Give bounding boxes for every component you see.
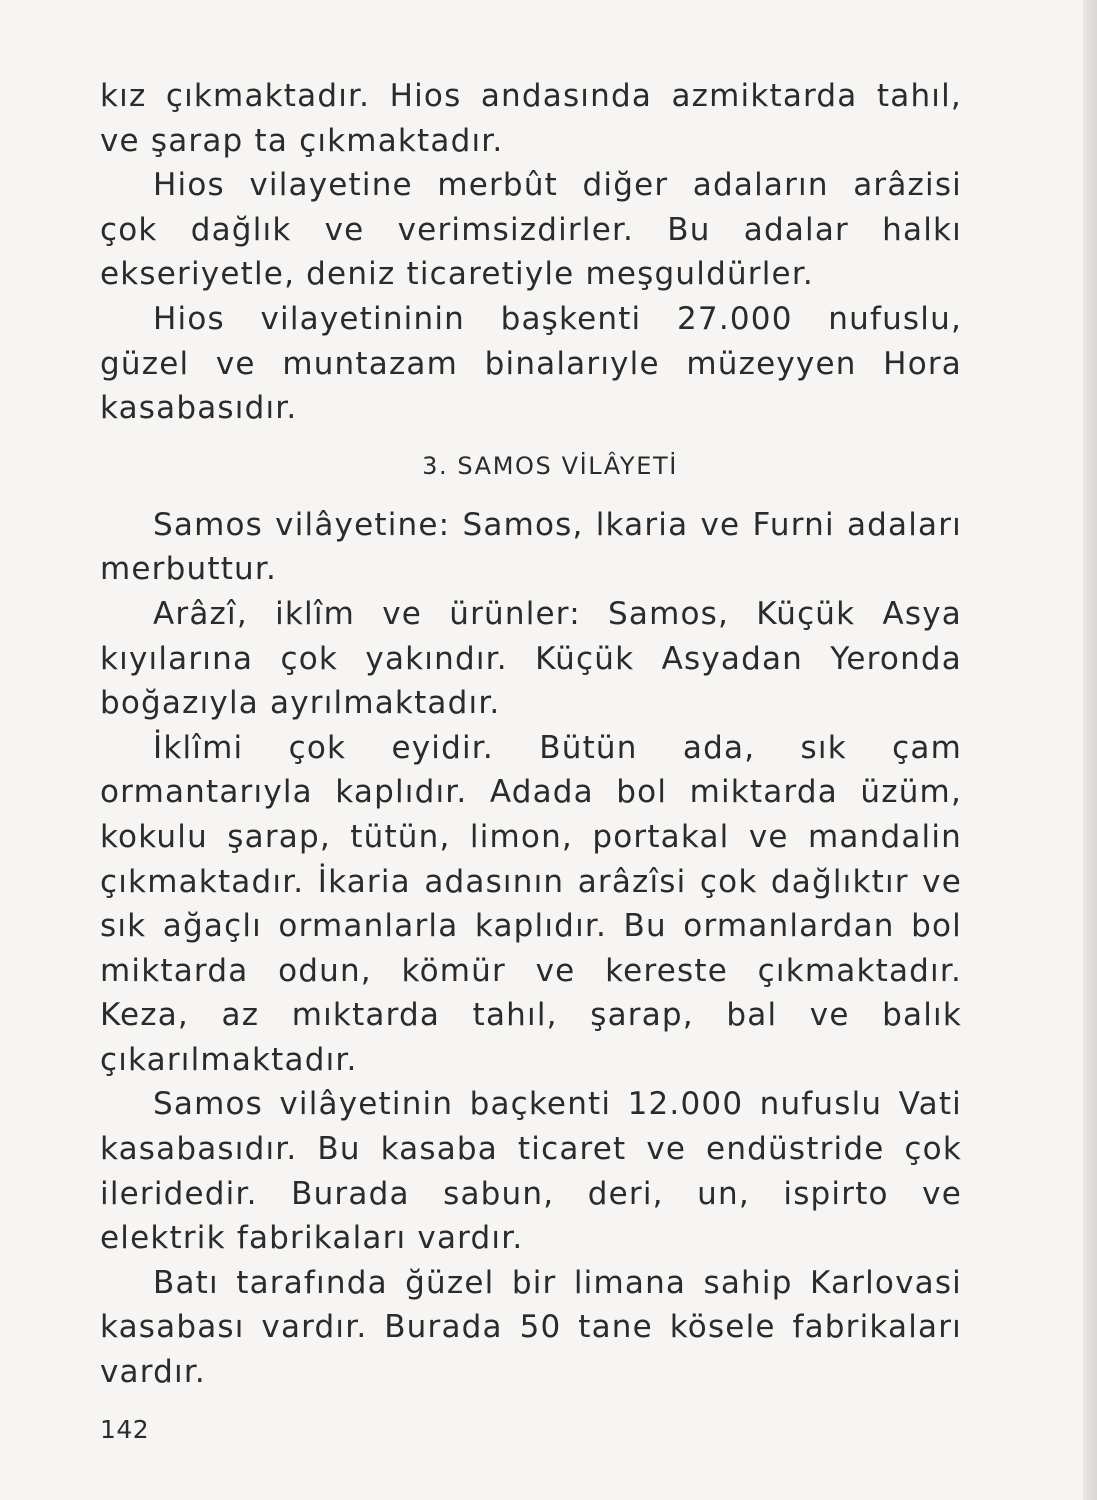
paragraph-continued: kız çıkmaktadır. Hios andasında azmiktarda tahıl, ve şarap ta çıkmaktadır. [100, 78, 962, 159]
page-number: 142 [100, 1415, 150, 1444]
paragraph-karlovasi: Batı tarafında ğüzel bir limana sahip Karlovasi kasabası vardır. Burada 50 tane kösele fabrikaları vardır. [100, 1264, 962, 1391]
paragraph-samos-climate: İklîmi çok eyidir. Bütün ada, sık çam ormantarıyla kaplıdır. Adada bol miktarda üzüm, kokulu şarap, tütün, limon, portakal ve mandalin çıkmaktadır. İkaria adasının arâzîsi çok dağlıktır ve sık ağaçlı ormanlarla kaplıdır. Bu ormanlardan bol miktarda odun, kömür ve kereste çıkmaktadır. Keza, az mıktarda tahıl, şarap, bal ve balık çıkarılmaktadır. [100, 729, 962, 1078]
page-edge-shadow [1083, 0, 1097, 1500]
paragraph-samos-islands: Samos vilâyetine: Samos, lkaria ve Furni adaları merbuttur. [100, 506, 962, 588]
page-body [100, 74, 962, 1395]
paragraph-hios-capital: Hios vilayetininin başkenti 27.000 nufuslu, güzel ve muntazam binalarıyle müzeyyen Hora kasabasıdır. [100, 300, 962, 427]
paragraph-samos-geography: Arâzî, iklîm ve ürünler: Samos, Küçük Asya kıyılarına çok yakındır. Küçük Asyadan Yeronda boğazıyla ayrılmaktadır. [100, 595, 962, 722]
section-heading: 3. SAMOS VİLÂYETİ [422, 451, 678, 480]
paragraph-samos-capital: Samos vilâyetinin baçkenti 12.000 nufuslu Vati kasabasıdır. Bu kasaba ticaret ve endüstride çok ileridedir. Burada sabun, deri, un, ispirto ve elektrik fabrikaları vardır. [100, 1086, 962, 1257]
paragraph-hios-islands: Hios vilayetine merbût diğer adaların arâzisi çok dağlık ve verimsizdirler. Bu adalar halkı ekseriyetle, deniz ticaretiyle meşguldürler. [100, 167, 962, 293]
